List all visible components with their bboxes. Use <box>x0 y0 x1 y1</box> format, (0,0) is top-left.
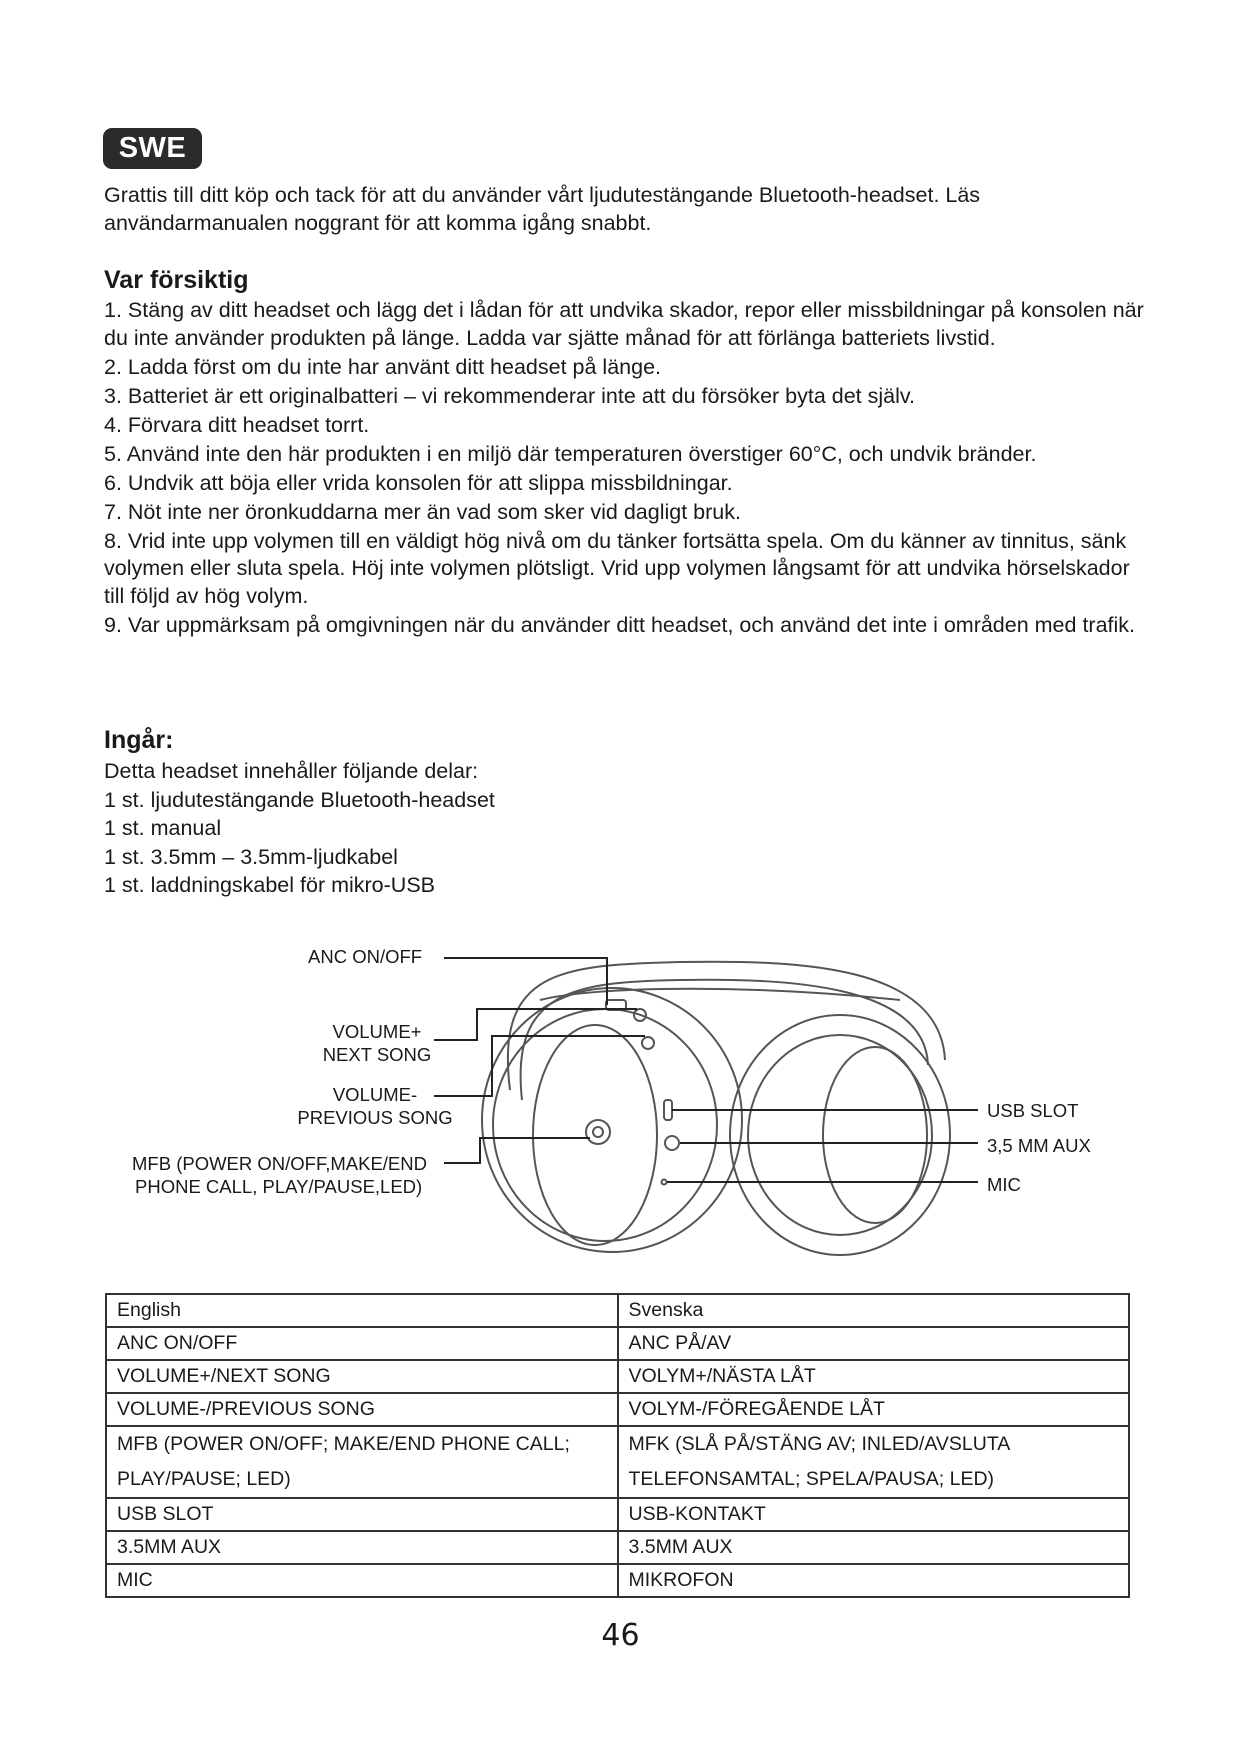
table-cell: 3.5MM AUX <box>106 1531 618 1564</box>
table-cell: VOLUME-/PREVIOUS SONG <box>106 1393 618 1426</box>
callout-lines <box>434 958 978 1182</box>
table-row <box>106 1426 1129 1498</box>
table-cell: MFB (POWER ON/OFF; MAKE/END PHONE CALL; PLAY/PAUSE; LED) <box>106 1426 618 1498</box>
table-row <box>106 1564 1129 1597</box>
caution-heading: Var försiktig <box>104 266 249 294</box>
list-item: 4. Förvara ditt headset torrt. <box>104 412 370 437</box>
headset-illustration <box>482 962 950 1255</box>
volume-up-line-2: NEXT SONG <box>322 1044 432 1065</box>
usb-label: USB SLOT <box>987 1100 1079 1121</box>
language-badge: SWE <box>103 128 202 169</box>
table-row <box>106 1360 1129 1393</box>
list-item: 1 st. ljudutestängande Bluetooth-headset <box>104 787 495 812</box>
anc-label: ANC ON/OFF <box>308 946 423 967</box>
table-cell: MFK (SLÅ PÅ/STÄNG AV; INLED/AVSLUTA TELEFONSAMTAL; SPELA/PAUSA; LED) <box>618 1426 1130 1498</box>
included-lead: Detta headset innehåller följande delar: <box>104 759 479 783</box>
mic-label: MIC <box>987 1174 1021 1195</box>
table-cell: MIKROFON <box>618 1564 1130 1597</box>
table-cell: VOLYM+/NÄSTA LÅT <box>618 1360 1130 1393</box>
list-item: 9. Var uppmärksam på omgivningen när du använder ditt headset, och använd det inte i områden med trafik. <box>104 612 1136 637</box>
list-item: 1 st. laddningskabel för mikro-USB <box>104 873 436 897</box>
table-cell: USB SLOT <box>106 1498 618 1531</box>
list-item: 5. Använd inte den här produkten i en miljö där temperaturen överstiger 60°C, och undvik bränder. <box>104 441 1037 466</box>
table-row <box>106 1531 1129 1564</box>
mfb-line-1: MFB (POWER ON/OFF,MAKE/END <box>132 1153 427 1174</box>
table-cell: ANC PÅ/AV <box>618 1327 1130 1360</box>
mfb-line-2: PHONE CALL, PLAY/PAUSE,LED) <box>135 1176 423 1197</box>
table-cell: USB-KONTAKT <box>618 1498 1130 1531</box>
table-cell: VOLUME+/NEXT SONG <box>106 1360 618 1393</box>
table-cell: ANC ON/OFF <box>106 1327 618 1360</box>
list-item: 1. Stäng av ditt headset och lägg det i lådan för att undvika skador, repor eller missbildningar på konsolen när du inte använder produkten på länge. Ladda var sjätte månad för att förlänga batteriets livstid. <box>104 298 1144 350</box>
table-row <box>106 1393 1129 1426</box>
mfb-label <box>132 1152 427 1198</box>
list-item: 7. Nöt inte ner öronkuddarna mer än vad som sker vid dagligt bruk. <box>104 499 741 524</box>
table-cell: MIC <box>106 1564 618 1597</box>
volume-up-label <box>312 1020 442 1066</box>
included-heading: Ingår: <box>104 726 174 754</box>
table-row <box>106 1327 1129 1360</box>
volume-up-line-1: VOLUME+ <box>332 1021 422 1042</box>
volume-down-line-1: VOLUME- <box>332 1084 418 1105</box>
aux-label: 3,5 MM AUX <box>987 1135 1091 1156</box>
list-item: 1 st. 3.5mm – 3.5mm-ljudkabel <box>104 844 398 869</box>
list-item: 8. Vrid inte upp volymen till en väldigt hög nivå om du tänker fortsätta spela. Om du känner av tinnitus, sänk volymen eller sluta spela. Höj inte volymen plötsligt. Vrid upp volymen långsamt för att undvika hörselskador till följd av hög volym. <box>104 528 1130 608</box>
list-item: 3. Batteriet är ett originalbatteri – vi rekommenderar inte att du försöker byta det själv. <box>104 383 916 408</box>
intro-paragraph: Grattis till ditt köp och tack för att du använder vårt ljudutestängande Bluetooth-headset. Läs användarmanualen noggrant för att komma igång snabbt. <box>104 183 981 235</box>
table-header-cell: English <box>106 1294 618 1327</box>
table-header-row <box>106 1294 1129 1327</box>
volume-down-label <box>290 1083 460 1129</box>
translation-table <box>105 1293 1130 1598</box>
list-item: 6. Undvik att böja eller vrida konsolen för att slippa missbildningar. <box>104 470 733 495</box>
volume-down-line-2: PREVIOUS SONG <box>297 1107 453 1128</box>
page-number: 46 <box>601 1618 640 1653</box>
table-cell: 3.5MM AUX <box>618 1531 1130 1564</box>
table-cell: VOLYM-/FÖREGÅENDE LÅT <box>618 1393 1130 1426</box>
table-row <box>106 1498 1129 1531</box>
list-item: 2. Ladda först om du inte har använt ditt headset på länge. <box>104 354 661 379</box>
table-header-cell: Svenska <box>618 1294 1130 1327</box>
list-item: 1 st. manual <box>104 816 222 840</box>
